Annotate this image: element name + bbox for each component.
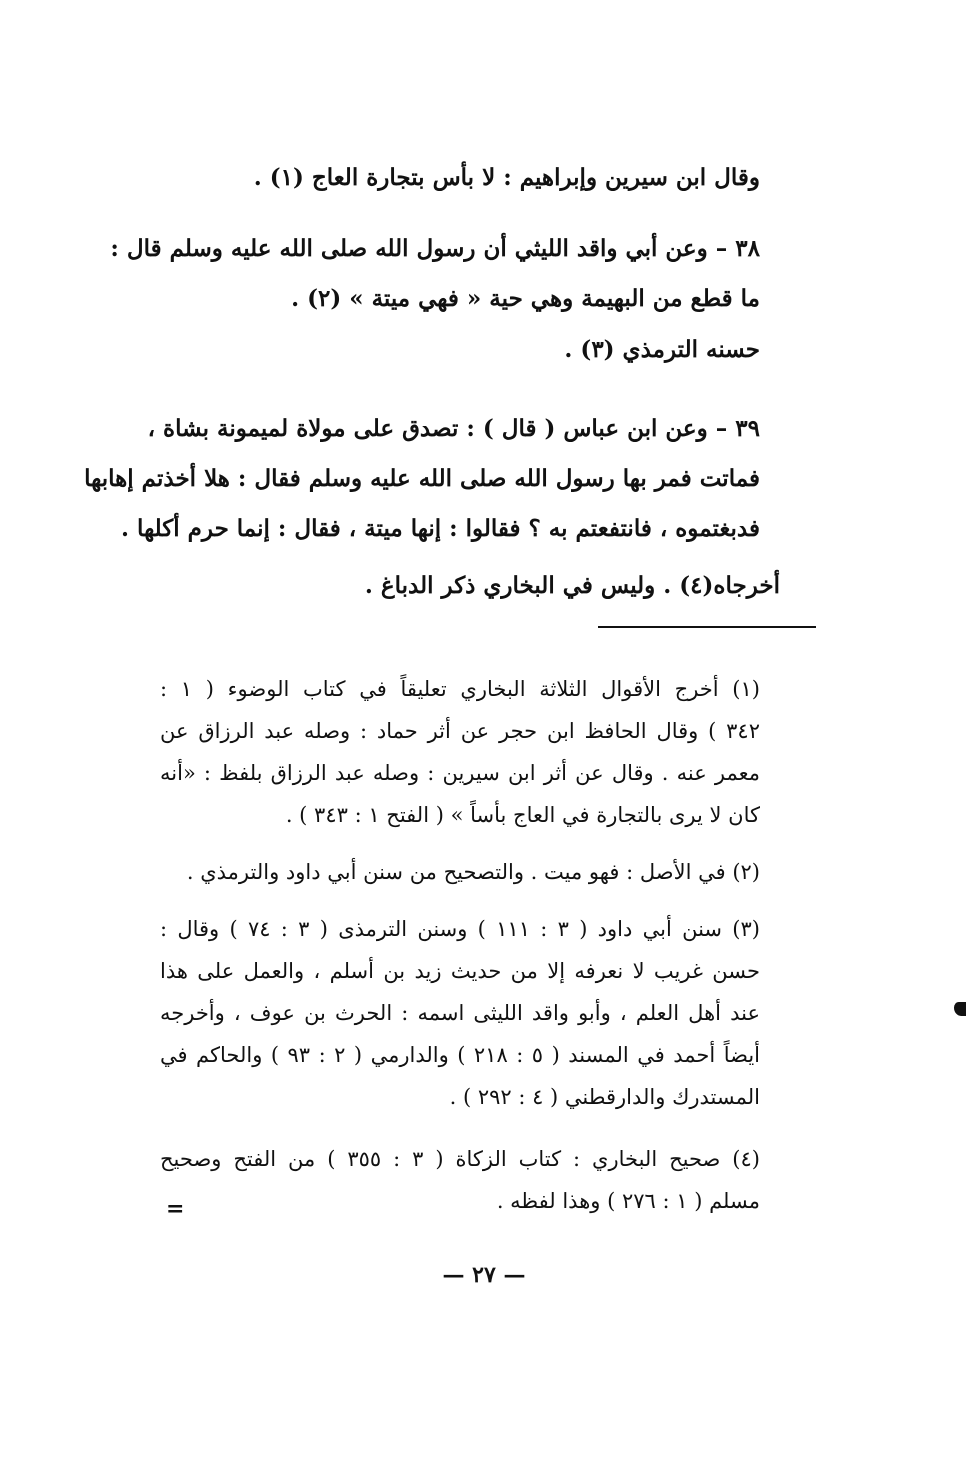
footnote-separator (598, 626, 816, 628)
text-line: فماتت فمر بها رسول الله صلى الله عليه وسلم فقال : هلا أخذتم إهابها (84, 465, 760, 492)
footnote-2 (160, 852, 760, 892)
text-line: أخرجاه(٤) . وليس في البخاري ذكر الدباغ . (364, 572, 780, 599)
grading-note (560, 330, 760, 370)
page-number: — ٢٧ — (442, 1262, 526, 1288)
text-line: (٤) صحيح البخاري : كتاب الزكاة ( ٣ : ٣٥٥ ) من الفتح وصحيح (160, 1147, 760, 1171)
text-line: ما قطع من البهيمة وهي حية « فهي ميتة » (٢) . (291, 285, 760, 312)
hadith-38 (110, 224, 760, 324)
text-line: مسلم ( ١ : ٢٧٦ ) وهذا لفظه . (496, 1189, 760, 1213)
text-line: (٣) سنن أبي داود ( ٣ : ١١١ ) وسنن الترمذى ( ٣ : ٧٤ ) وقال : (160, 917, 760, 941)
text-line: ٣٨ – وعن أبي واقد الليثي أن رسول الله صلى الله عليه وسلم قال : (110, 235, 760, 262)
text-line: ٣٤٢ ) وقال الحافظ ابن حجر عن أثر حماد : وصله عبد الرزاق عن (160, 719, 760, 743)
hadith-39 (84, 404, 760, 554)
text-line: حسن غريب لا نعرفه إلا من حديث زيد بن أسلم ، والعمل على هذا (160, 959, 760, 983)
text-line: حسنه الترمذي (٣) . (564, 336, 760, 363)
takhrij-note (364, 566, 780, 606)
text-line: فدبغتموه ، فانتفعتم به ؟ فقالوا : إنها ميتة ، فقال : إنما حرم أكلها . (121, 515, 760, 542)
continuation-mark: = (166, 1196, 185, 1222)
footnote-1 (160, 668, 760, 836)
text-line: المستدرك والدارقطني ( ٤ : ٢٩٢ ) . (449, 1085, 760, 1109)
text-line: (١) أخرج الأقوال الثلاثة البخاري تعليقاً في كتاب الوضوء ( ١ : (160, 677, 760, 701)
text-line: أيضاً أحمد في المسند ( ٥ : ٢١٨ ) والدارمي ( ٢ : ٩٣ ) والحاكم في (160, 1043, 760, 1067)
text-line: عند أهل العلم ، وأبو واقد الليثى اسمه : الحرث بن عوف ، وأخرجه (160, 1001, 760, 1025)
text-line: ٣٩ – وعن ابن عباس ( قال ) : تصدق على مولاة لميمونة بشاة ، (147, 415, 760, 442)
text-line: كان لا يرى بالتجارة في العاج بأساً » ( الفتح ١ : ٣٤٣ ) . (285, 803, 760, 827)
main-paragraph-1 (253, 158, 760, 198)
text-line: (٢) في الأصل : فهو ميت . والتصحيح من سنن أبي داود والترمذي . (186, 860, 760, 884)
footnote-4 (160, 1138, 760, 1222)
scan-edge-mark (954, 1002, 966, 1016)
footnote-3 (160, 908, 760, 1118)
text-line: وقال ابن سيرين وإبراهيم : لا بأس بتجارة العاج (١) . (253, 164, 760, 191)
text-line: معمر عنه . وقال عن أثر ابن سيرين : وصله عبد الرزاق بلفظ : «أنه (160, 761, 760, 785)
